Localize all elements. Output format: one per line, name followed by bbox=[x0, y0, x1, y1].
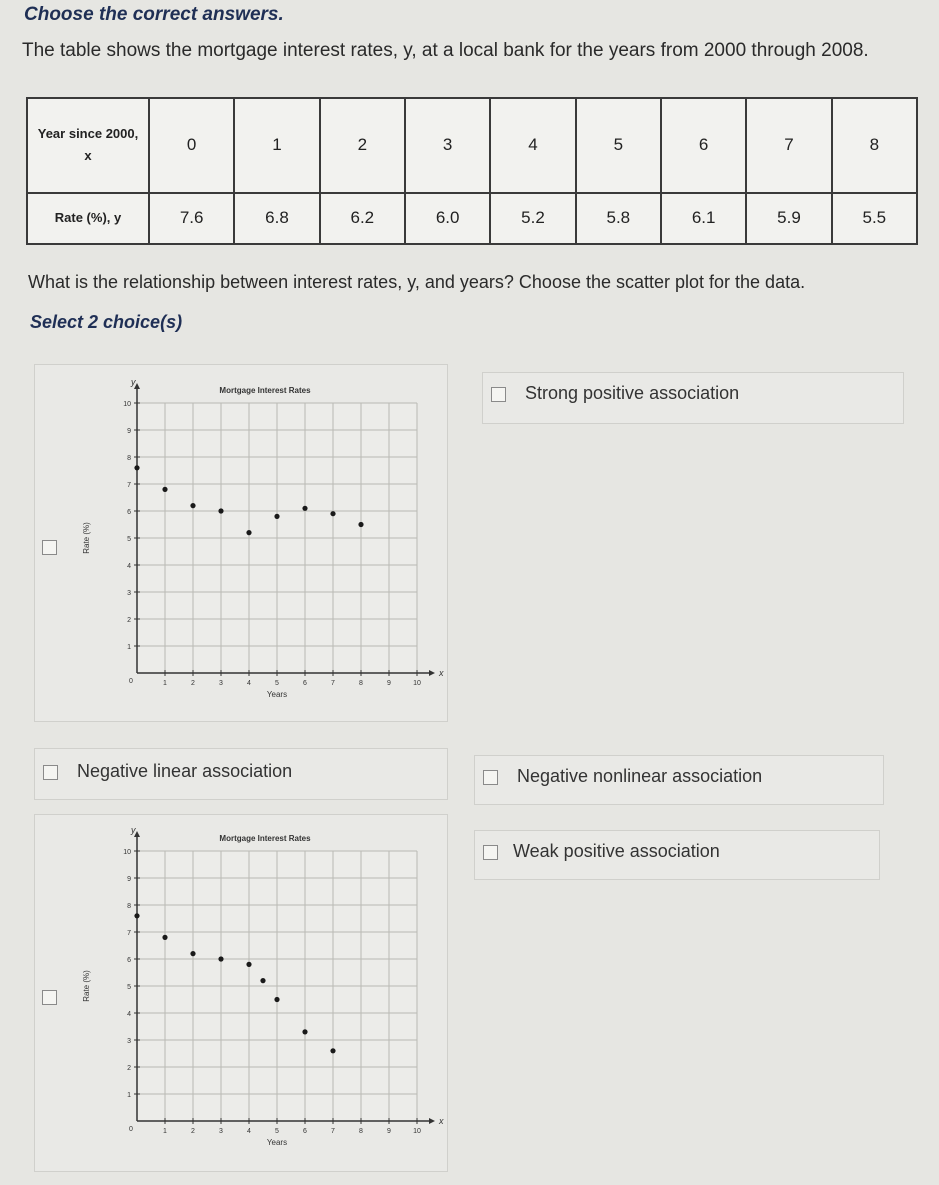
y-tick-label: 10 bbox=[123, 401, 131, 408]
x-tick-label: 2 bbox=[191, 680, 195, 687]
choice-scatter-plot-1[interactable] bbox=[34, 364, 448, 722]
table-cell: 7.6 bbox=[149, 193, 234, 244]
data-point bbox=[162, 487, 167, 492]
table-cell: 7 bbox=[746, 98, 831, 193]
table-cell: 4 bbox=[490, 98, 575, 193]
header-years-line1: Year since 2000, bbox=[37, 126, 139, 142]
y-tick-label: 4 bbox=[127, 1011, 131, 1018]
x-tick-label: 7 bbox=[331, 1128, 335, 1135]
x-axis-label: Years bbox=[266, 690, 288, 699]
origin-label: 0 bbox=[129, 678, 133, 685]
y-tick-label: 3 bbox=[127, 1038, 131, 1045]
option-label-strong-positive: Strong positive association bbox=[525, 383, 740, 403]
table-row-years bbox=[27, 98, 917, 193]
y-tick-label: 6 bbox=[127, 957, 131, 964]
x-tick-label: 2 bbox=[191, 1128, 195, 1135]
checkbox-negative-nonlinear[interactable] bbox=[483, 770, 498, 785]
x-tick-label: 4 bbox=[247, 680, 251, 687]
data-point bbox=[358, 522, 363, 527]
table-cell: 1 bbox=[234, 98, 319, 193]
choice-negative-linear[interactable] bbox=[34, 748, 448, 800]
table-cell: 5.8 bbox=[576, 193, 661, 244]
scatter-plot-2 bbox=[75, 821, 445, 1161]
data-point bbox=[246, 962, 251, 967]
x-tick-label: 6 bbox=[303, 680, 307, 687]
option-label-negative-nonlinear: Negative nonlinear association bbox=[517, 766, 763, 786]
checkbox-scatter-plot-1[interactable] bbox=[42, 540, 57, 555]
checkbox-strong-positive[interactable] bbox=[491, 387, 506, 402]
choice-negative-nonlinear[interactable] bbox=[474, 755, 884, 805]
data-point bbox=[134, 465, 139, 470]
y-tick-label: 2 bbox=[127, 617, 131, 624]
data-point bbox=[218, 956, 223, 961]
x-axis-symbol: x bbox=[439, 668, 444, 678]
y-tick-label: 2 bbox=[127, 1065, 131, 1072]
data-point bbox=[134, 913, 139, 918]
y-tick-label: 9 bbox=[127, 428, 131, 435]
checkbox-negative-linear[interactable] bbox=[43, 765, 58, 780]
data-point bbox=[162, 935, 167, 940]
data-point bbox=[330, 1048, 335, 1053]
relationship-question: What is the relationship between interest rates, y, and years? Choose the scatter plot for the data. bbox=[28, 272, 806, 292]
data-table bbox=[26, 97, 918, 245]
table-header-years bbox=[27, 98, 149, 193]
y-tick-label: 1 bbox=[127, 644, 131, 651]
y-axis-label: Rate (%) bbox=[82, 522, 91, 554]
table-cell: 6.1 bbox=[661, 193, 746, 244]
scatter-plot-1 bbox=[75, 373, 445, 713]
select-count-hint: Select 2 choice(s) bbox=[30, 312, 183, 332]
x-tick-label: 9 bbox=[387, 680, 391, 687]
x-axis-arrow-icon bbox=[429, 670, 435, 676]
y-tick-label: 6 bbox=[127, 509, 131, 516]
chart-title: Mortgage Interest Rates bbox=[219, 386, 311, 395]
y-axis-symbol: y bbox=[131, 377, 136, 387]
y-tick-label: 10 bbox=[123, 849, 131, 856]
x-tick-label: 9 bbox=[387, 1128, 391, 1135]
y-axis-label: Rate (%) bbox=[82, 970, 91, 1002]
x-tick-label: 3 bbox=[219, 680, 223, 687]
y-axis-symbol: y bbox=[131, 825, 136, 835]
table-cell: 5.5 bbox=[832, 193, 917, 244]
data-point bbox=[302, 1029, 307, 1034]
y-tick-label: 8 bbox=[127, 903, 131, 910]
table-cell: 5 bbox=[576, 98, 661, 193]
x-tick-label: 10 bbox=[413, 680, 421, 687]
table-cell: 6.8 bbox=[234, 193, 319, 244]
x-tick-label: 10 bbox=[413, 1128, 421, 1135]
x-tick-label: 1 bbox=[163, 1128, 167, 1135]
table-cell: 6 bbox=[661, 98, 746, 193]
choice-weak-positive[interactable] bbox=[474, 830, 880, 880]
checkbox-weak-positive[interactable] bbox=[483, 845, 498, 860]
y-tick-label: 5 bbox=[127, 536, 131, 543]
chart-title: Mortgage Interest Rates bbox=[219, 834, 311, 843]
data-point bbox=[260, 978, 265, 983]
x-tick-label: 5 bbox=[275, 1128, 279, 1135]
data-point bbox=[190, 951, 195, 956]
y-tick-label: 9 bbox=[127, 876, 131, 883]
table-header-rate: Rate (%), y bbox=[27, 193, 149, 244]
option-label-negative-linear: Negative linear association bbox=[77, 761, 293, 781]
data-point bbox=[302, 506, 307, 511]
x-axis-symbol: x bbox=[439, 1116, 444, 1126]
table-cell: 0 bbox=[149, 98, 234, 193]
x-tick-label: 3 bbox=[219, 1128, 223, 1135]
option-label-weak-positive: Weak positive association bbox=[513, 841, 720, 861]
y-tick-label: 1 bbox=[127, 1092, 131, 1099]
x-tick-label: 4 bbox=[247, 1128, 251, 1135]
choice-strong-positive[interactable] bbox=[482, 372, 904, 424]
y-tick-label: 5 bbox=[127, 984, 131, 991]
table-cell: 2 bbox=[320, 98, 405, 193]
x-tick-label: 8 bbox=[359, 680, 363, 687]
y-tick-label: 7 bbox=[127, 482, 131, 489]
y-tick-label: 8 bbox=[127, 455, 131, 462]
x-axis-arrow-icon bbox=[429, 1118, 435, 1124]
data-point bbox=[330, 511, 335, 516]
data-point bbox=[274, 997, 279, 1002]
table-cell: 5.9 bbox=[746, 193, 831, 244]
table-cell: 6.2 bbox=[320, 193, 405, 244]
table-row-rates bbox=[27, 193, 917, 244]
table-cell: 6.0 bbox=[405, 193, 490, 244]
x-tick-label: 5 bbox=[275, 680, 279, 687]
data-point bbox=[274, 514, 279, 519]
origin-label: 0 bbox=[129, 1126, 133, 1133]
x-tick-label: 6 bbox=[303, 1128, 307, 1135]
table-cell: 3 bbox=[405, 98, 490, 193]
header-years-line2: x bbox=[84, 148, 92, 164]
data-point bbox=[218, 508, 223, 513]
x-axis-label: Years bbox=[266, 1138, 288, 1147]
y-tick-label: 3 bbox=[127, 590, 131, 597]
x-tick-label: 8 bbox=[359, 1128, 363, 1135]
x-tick-label: 7 bbox=[331, 680, 335, 687]
table-cell: 8 bbox=[832, 98, 917, 193]
question-prompt: The table shows the mortgage interest rates, y, at a local bank for the years from 2000 through 2008. bbox=[22, 40, 869, 61]
choice-scatter-plot-2[interactable] bbox=[34, 814, 448, 1172]
table-cell: 5.2 bbox=[490, 193, 575, 244]
x-tick-label: 1 bbox=[163, 680, 167, 687]
y-tick-label: 4 bbox=[127, 563, 131, 570]
data-point bbox=[190, 503, 195, 508]
y-tick-label: 7 bbox=[127, 930, 131, 937]
checkbox-scatter-plot-2[interactable] bbox=[42, 990, 57, 1005]
instruction-heading: Choose the correct answers. bbox=[24, 4, 284, 25]
data-point bbox=[246, 530, 251, 535]
